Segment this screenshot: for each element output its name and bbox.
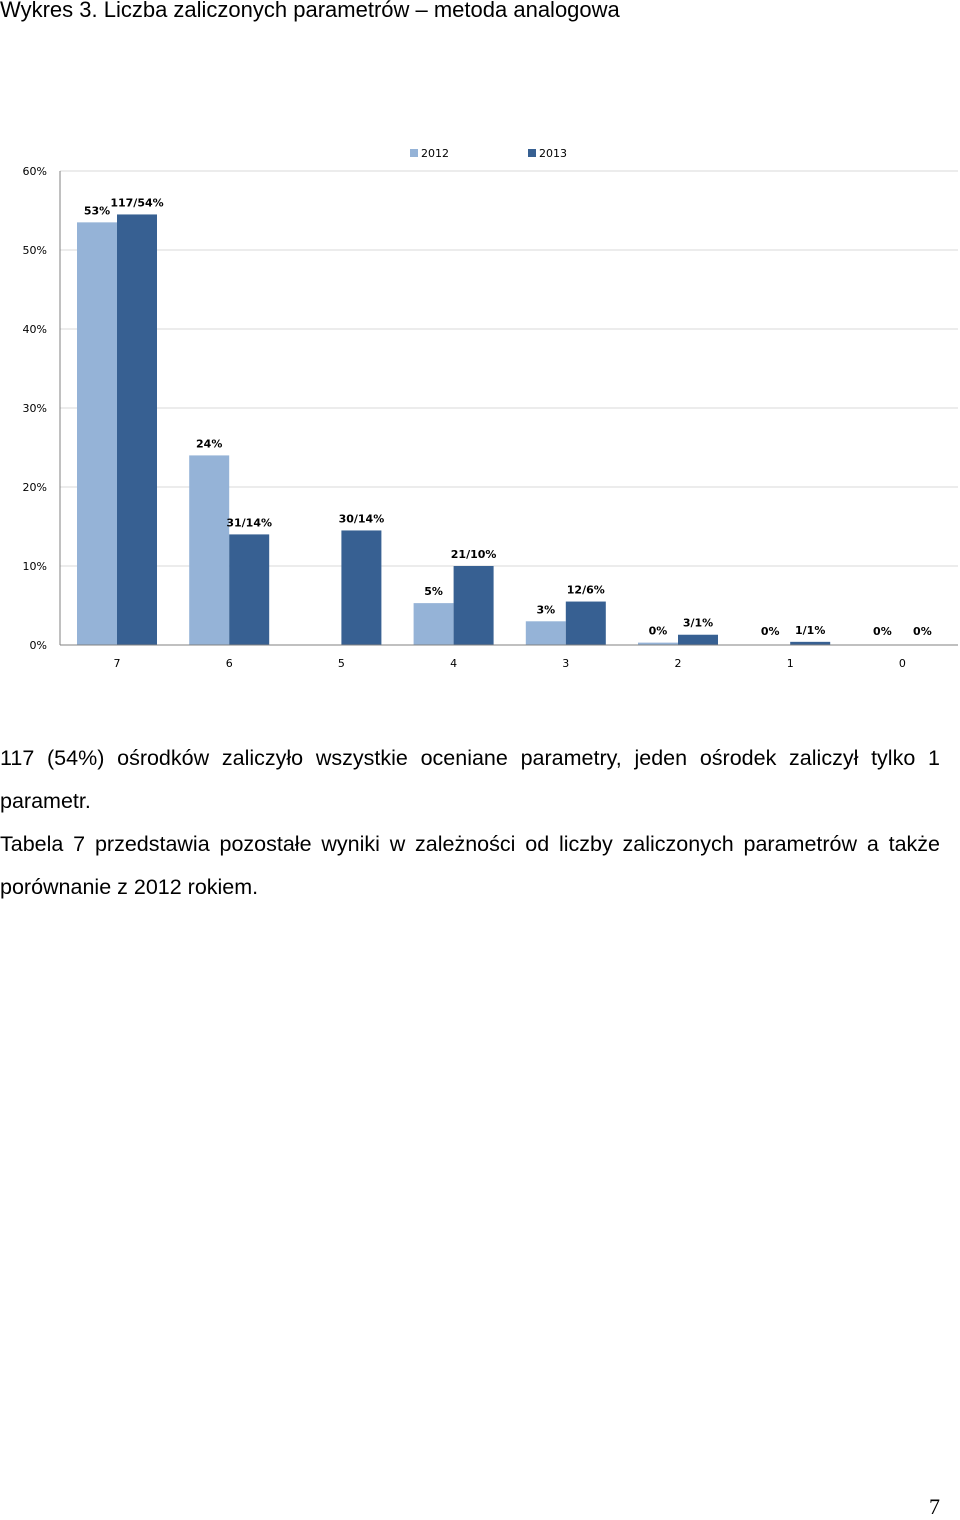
data-label: 0% [648, 624, 668, 638]
x-tick-label: 6 [225, 657, 233, 670]
bar-2012-cat-7 [77, 222, 117, 645]
legend-label-2012: 2012 [421, 147, 449, 160]
data-label: 53% [83, 204, 111, 218]
bar-2012-cat-4 [414, 603, 454, 645]
y-tick-label: 20% [22, 481, 47, 494]
x-axis-ticks [114, 657, 906, 670]
bar-2012-cat-6 [189, 455, 229, 645]
data-label: 12/6% [566, 583, 605, 597]
legend-swatch-2013 [528, 149, 536, 157]
chart-legend [410, 147, 567, 160]
legend-swatch-2012 [410, 149, 418, 157]
y-tick-label: 40% [22, 323, 47, 336]
data-label: 21/10% [450, 548, 497, 561]
data-label: 1/1% [795, 623, 826, 637]
y-tick-label: 0% [29, 639, 47, 652]
bar-2013-cat-3 [566, 602, 606, 645]
y-tick-label: 50% [22, 244, 47, 257]
data-label: 3/1% [682, 616, 714, 630]
data-label: 24% [196, 437, 223, 451]
bar-2013-cat-4 [454, 566, 494, 645]
bar-2013-cat-6 [229, 534, 269, 645]
data-label: 30/14% [338, 512, 385, 526]
figure-caption: Wykres 3. Liczba zaliczonych parametrów – metoda analogowa [0, 0, 620, 22]
x-tick-label: 0 [898, 657, 906, 670]
x-tick-label: 1 [786, 657, 794, 670]
data-label: 0% [760, 625, 780, 638]
y-tick-label: 30% [22, 402, 47, 415]
bar-2013-cat-2 [678, 635, 718, 645]
x-tick-label: 7 [113, 657, 121, 670]
x-tick-label: 2 [674, 657, 682, 670]
bar-2013-cat-7 [117, 214, 157, 645]
bars [77, 214, 830, 645]
data-label: 31/14% [226, 516, 273, 530]
legend-label-2013: 2013 [539, 147, 567, 160]
x-tick-label: 4 [450, 657, 458, 670]
data-label: 3% [536, 603, 556, 617]
data-label: 117/54% [110, 196, 164, 210]
bar-2012-cat-3 [526, 621, 566, 645]
x-tick-label: 3 [562, 657, 570, 670]
y-tick-label: 10% [22, 560, 47, 573]
y-axis-ticks [23, 165, 47, 652]
data-label: 0% [913, 625, 932, 638]
page-number: 7 [929, 1494, 940, 1519]
paragraph-table-reference: Tabela 7 przedstawia pozostałe wyniki w zależności od liczby zaliczonych parametrów a także porównanie z 2012 rokiem. [0, 832, 940, 899]
bar-2013-cat-5 [341, 530, 381, 645]
bar-chart [0, 138, 960, 678]
x-tick-label: 5 [337, 657, 345, 670]
paragraph-summary: 117 (54%) ośrodków zaliczyło wszystkie oceniane parametry, jeden ośrodek zaliczył tylko 1 parametr. [0, 746, 940, 813]
data-label: 5% [424, 585, 443, 599]
data-label: 0% [873, 625, 892, 638]
y-tick-label: 60% [22, 165, 47, 178]
